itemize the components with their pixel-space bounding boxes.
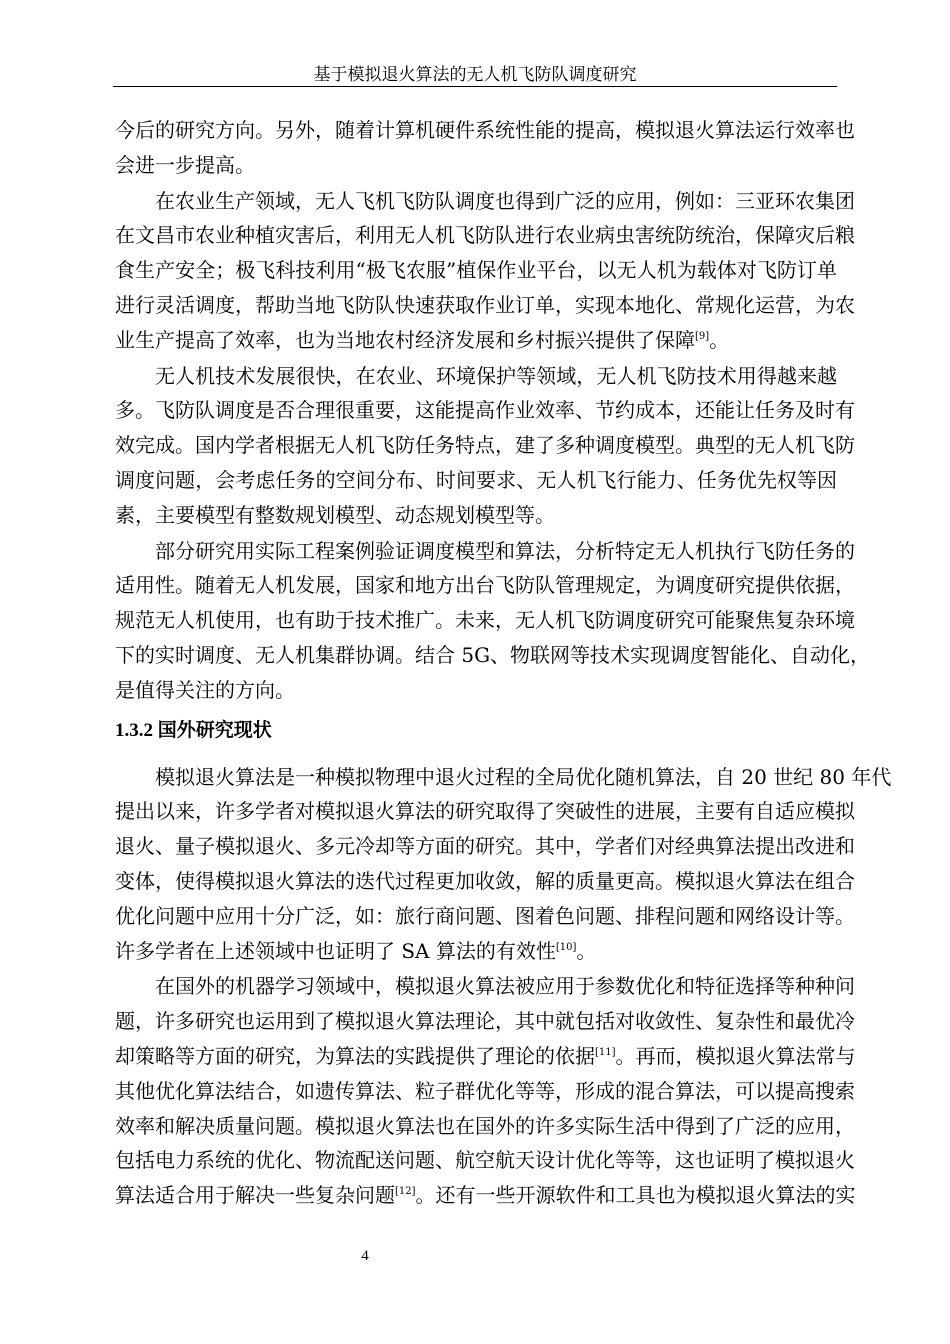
citation-superscript: [12] [395, 1186, 416, 1198]
text-segment: 。再而，模拟退火算法常与 [615, 1043, 856, 1068]
text-segment: 。 [709, 327, 730, 352]
text-line: 调度问题，会考虑任务的空间分布、时间要求、无人机飞行能力、任务优先权等因 [115, 467, 837, 492]
text-line: 模拟退火算法是一种模拟物理中退火过程的全局优化随机算法，自 20 世纪 80 年代 [155, 764, 892, 789]
text-line: 素，主要模型有整数规划模型、动态规划模型等。 [115, 502, 555, 527]
text-line: 下的实时调度、无人机集群协调。结合 5G、物联网等技术实现调度智能化、自动化， [115, 642, 871, 667]
running-header: 基于模拟退火算法的无人机飞防队调度研究 [313, 65, 637, 85]
text-line: 食生产安全；极飞科技利用“极飞农服”植保作业平台，以无人机为载体对飞防订单 [115, 258, 837, 283]
text-line: 适用性。随着无人机发展，国家和地方出台飞防队管理规定，为调度研究提供依据， [115, 573, 855, 598]
text-line: 会进一步提高。 [115, 152, 255, 177]
text-segment: 业生产提高了效率，也为当地农村经济发展和乡村振兴提供了保障 [115, 327, 695, 352]
text-segment: 却策略等方面的研究，为算法的实践提供了理论的依据 [115, 1043, 595, 1068]
text-segment: 算法适合用于解决一些复杂问题 [115, 1183, 395, 1208]
text-line: 多。飞防队调度是否合理很重要，这能提高作业效率、节约成本，还能让任务及时有 [115, 398, 855, 423]
text-line: 效完成。国内学者根据无人机飞防任务特点，建了多种调度模型。典型的无人机飞防 [115, 433, 855, 458]
text-line: 变体，使得模拟退火算法的迭代过程更加收敛，解的质量更高。模拟退火算法在组合 [115, 868, 855, 893]
paragraph [115, 113, 855, 183]
text-line [115, 323, 837, 358]
section-heading: 1.3.2 国外研究现状 [115, 719, 272, 741]
page-number: 4 [361, 1248, 369, 1264]
text-line: 题，许多研究也运用到了模拟退火算法理论，其中就包括对收敛性、复杂性和最优冷 [115, 1009, 855, 1034]
text-line: 效率和解决质量问题。模拟退火算法也在国外的许多实际生活中得到了广泛的应用， [115, 1113, 855, 1138]
paragraph [115, 359, 855, 533]
paragraph [115, 184, 855, 358]
paragraph [115, 534, 871, 708]
paragraph [115, 969, 856, 1213]
text-segment: 许多学者在上述领域中也证明了 SA 算法的有效性 [115, 938, 556, 963]
text-line: 进行灵活调度，帮助当地飞防队快速获取作业订单，实现本地化、常规化运营，为农 [115, 292, 855, 317]
text-line: 今后的研究方向。另外，随着计算机硬件系统性能的提高，模拟退火算法运行效率也 [115, 118, 855, 142]
citation-superscript: [9] [695, 330, 710, 342]
text-line [115, 1178, 856, 1213]
text-line: 部分研究用实际工程案例验证调度模型和算法，分析特定无人机执行飞防任务的 [155, 538, 855, 563]
citation-superscript: [10] [555, 941, 577, 953]
paragraph [115, 760, 892, 969]
text-line: 优化问题中应用十分广泛，如：旅行商问题、图着色问题、排程问题和网络设计等。 [115, 903, 855, 928]
text-line: 退火、量子模拟退火、多元冷却等方面的研究。其中，学者们对经典算法提出改进和 [115, 834, 855, 859]
text-line: 是值得关注的方向。 [115, 677, 295, 702]
text-line: 在国外的机器学习领域中，模拟退火算法被应用于参数优化和特征选择等种种问 [155, 974, 855, 999]
text-line: 包括电力系统的优化、物流配送问题、航空航天设计优化等等，这也证明了模拟退火 [115, 1148, 855, 1173]
text-line: 其他优化算法结合，如遗传算法、粒子群优化等等，形成的混合算法，可以提高搜索 [115, 1078, 855, 1103]
citation-superscript: [11] [595, 1046, 616, 1058]
text-line: 无人机技术发展很快，在农业、环境保护等领域，无人机飞防技术用得越来越 [155, 363, 837, 388]
text-line: 规范无人机使用，也有助于技术推广。未来，无人机飞防调度研究可能聚焦复杂环境 [115, 608, 855, 633]
text-segment: 。还有一些开源软件和工具也为模拟退火算法的实 [415, 1183, 856, 1208]
text-line: 提出以来，许多学者对模拟退火算法的研究取得了突破性的进展，主要有自适应模拟 [115, 799, 855, 824]
text-line [115, 934, 837, 969]
header-divider [113, 86, 837, 87]
text-line: 在文昌市农业种植灾害后，利用无人机飞防队进行农业病虫害统防统治，保障灾后粮 [115, 223, 855, 248]
text-line: 在农业生产领域，无人飞机飞防队调度也得到广泛的应用，例如：三亚环农集团 [155, 188, 855, 213]
document-body [115, 113, 892, 1214]
text-line [115, 1039, 856, 1074]
text-segment: 。 [576, 938, 597, 963]
